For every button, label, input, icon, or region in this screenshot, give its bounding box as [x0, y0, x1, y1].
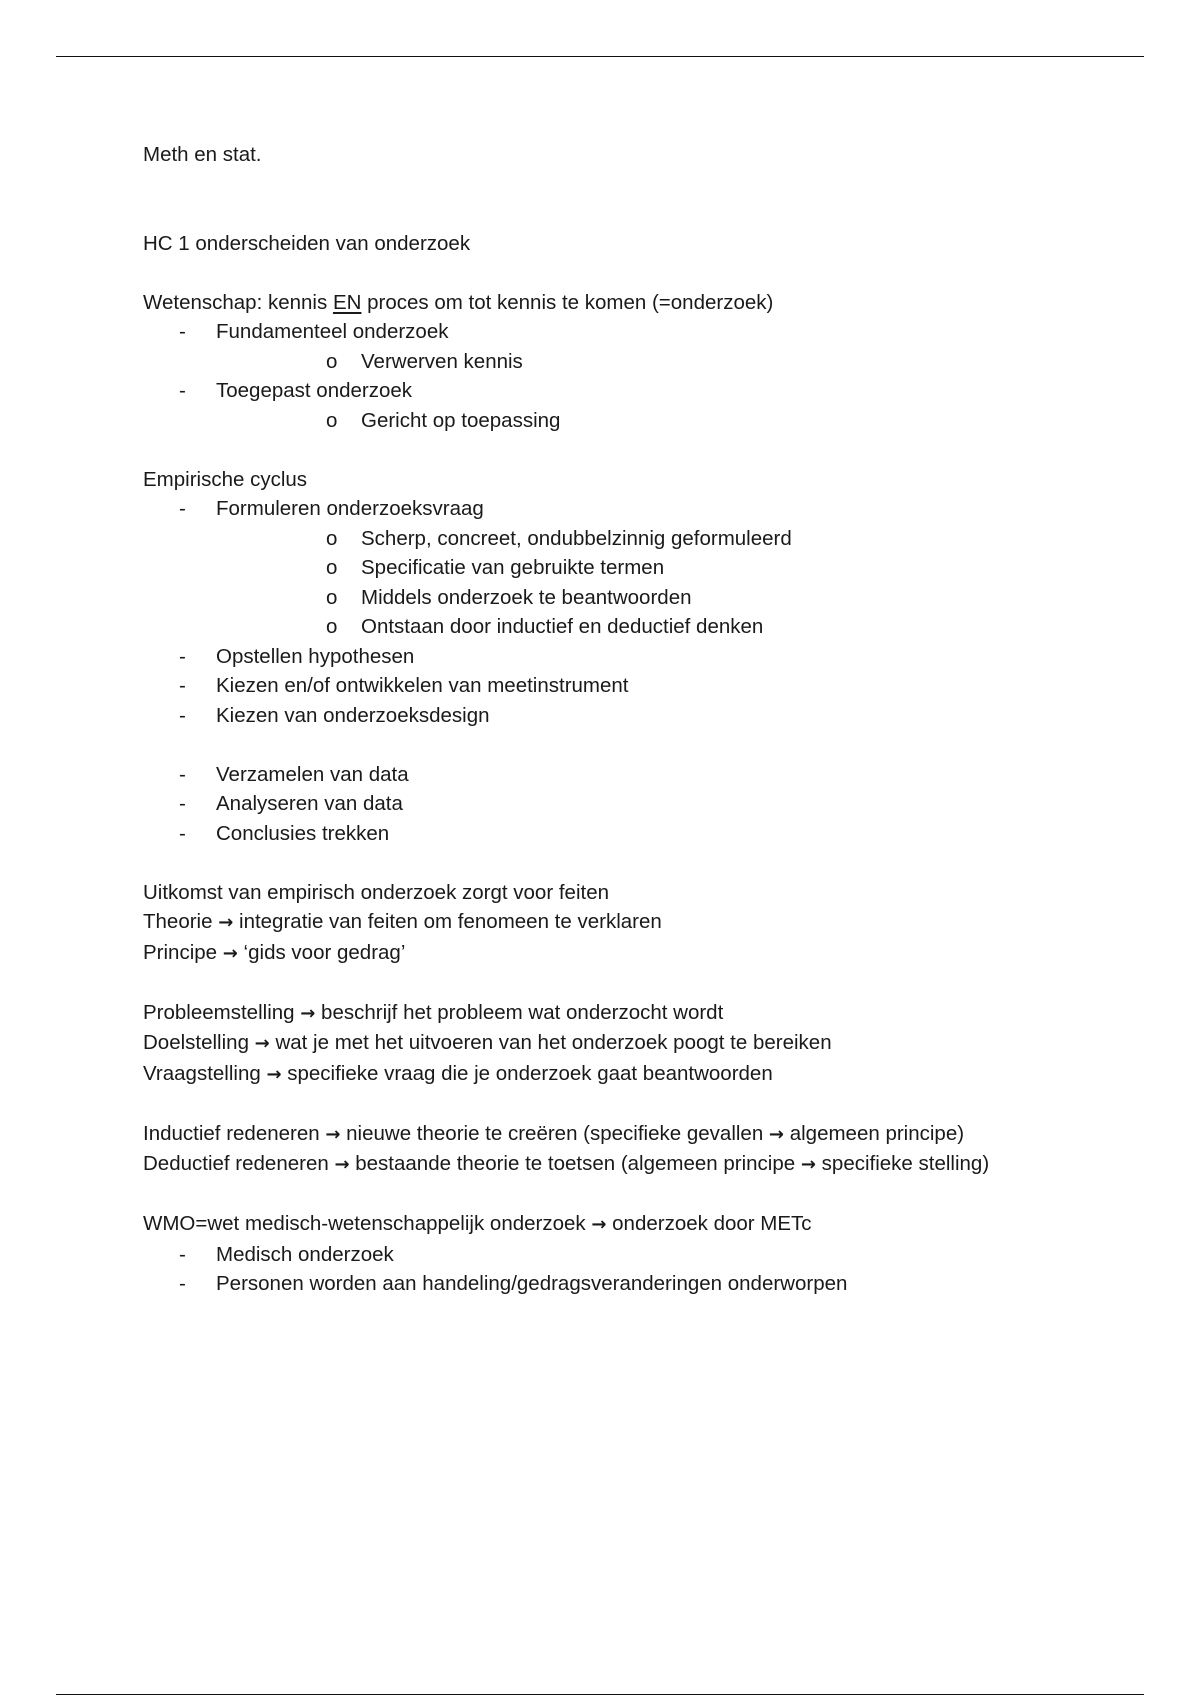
problem-statement-line: Probleemstelling → beschrijf het probleem wat onderzocht wordt — [143, 1000, 724, 1024]
dash-bullet: - — [179, 1242, 186, 1266]
header-rule — [56, 56, 1144, 57]
list-item: - Opstellen hypothesen — [143, 642, 1073, 672]
arrow-right-icon: → — [768, 1123, 785, 1145]
dash-bullet: - — [179, 644, 186, 668]
science-list — [143, 317, 1073, 435]
arrow-right-icon: → — [300, 1002, 316, 1024]
inductive-line: Inductief redeneren → nieuwe theorie te creëren (specifieke gevallen → algemeen principe) — [143, 1121, 965, 1145]
arrow-right-icon: → — [800, 1154, 816, 1175]
list-item: - Medisch onderzoek — [143, 1240, 1073, 1270]
dash-bullet: - — [179, 320, 186, 343]
dash-bullet: - — [179, 821, 186, 845]
arrow-right-icon: → — [222, 942, 238, 964]
dash-bullet: - — [179, 703, 186, 727]
arrow-right-icon: → — [591, 1214, 607, 1235]
science-definition: Wetenschap: kennis EN proces om tot kennis te komen (=onderzoek) — [143, 290, 774, 314]
dash-bullet: - — [179, 674, 186, 697]
wmo-line: WMO=wet medisch-wetenschappelijk onderzoek → onderzoek door METc — [143, 1212, 812, 1235]
dash-bullet: - — [179, 1272, 186, 1295]
facts-line: Uitkomst van empirisch onderzoek zorgt voor feiten — [143, 880, 610, 904]
circle-bullet: o — [326, 585, 338, 609]
dash-bullet: - — [179, 497, 186, 520]
dash-bullet: - — [179, 792, 186, 815]
sub-list-item: o Ontstaan door inductief en deductief denken — [216, 612, 1073, 642]
question-statement-line: Vraagstelling → specifieke vraag die je onderzoek gaat beantwoorden — [143, 1061, 773, 1085]
sub-list-item: o Gericht op toepassing — [216, 406, 1073, 436]
list-item: - Formuleren onderzoeksvraag o Scherp, concreet, ondubbelzinnig geformuleerd o Specificatie van gebruikte termen o Middels onderzoek te beantwoorden o Ontstaan door inductief en deductief denken — [143, 494, 1073, 642]
circle-bullet: o — [326, 526, 338, 550]
cycle-heading: Empirische cyclus — [143, 467, 308, 491]
principle-line: Principe → ‘gids voor gedrag’ — [143, 940, 406, 964]
footer-rule — [56, 1694, 1144, 1695]
circle-bullet: o — [326, 615, 338, 638]
emphasis-en: EN — [332, 290, 362, 314]
list-item: - Conclusies trekken — [143, 819, 1073, 849]
arrow-right-icon: → — [266, 1063, 282, 1085]
circle-bullet: o — [326, 556, 338, 579]
cycle-list-continued — [143, 760, 1073, 849]
document-body — [143, 140, 1073, 1299]
list-item: - Verzamelen van data — [143, 760, 1073, 790]
cycle-list — [143, 494, 1073, 730]
list-item: - Toegepast onderzoek o Gericht op toepassing — [143, 376, 1073, 435]
arrow-right-icon: → — [218, 912, 234, 933]
circle-bullet: o — [326, 408, 338, 432]
sub-list-item: o Specificatie van gebruikte termen — [216, 553, 1073, 583]
section-heading: HC 1 onderscheiden van onderzoek — [143, 231, 471, 255]
list-item: - Kiezen van onderzoeksdesign — [143, 701, 1073, 731]
circle-bullet: o — [326, 349, 338, 373]
list-item: - Kiezen en/of ontwikkelen van meetinstrument — [143, 671, 1073, 701]
dash-bullet: - — [179, 762, 186, 786]
list-item: - Analyseren van data — [143, 789, 1073, 819]
wmo-list — [143, 1240, 1073, 1299]
sub-list-item: o Middels onderzoek te beantwoorden — [216, 583, 1073, 613]
document-title: Meth en stat. — [143, 143, 262, 166]
goal-statement-line: Doelstelling → wat je met het uitvoeren van het onderzoek poogt te bereiken — [143, 1031, 832, 1054]
list-item: - Personen worden aan handeling/gedragsveranderingen onderworpen — [143, 1269, 1073, 1299]
sub-list-item: o Verwerven kennis — [216, 347, 1073, 377]
theory-line: Theorie → integratie van feiten om fenomeen te verklaren — [143, 910, 662, 933]
arrow-right-icon: → — [325, 1123, 341, 1145]
dash-bullet: - — [179, 379, 186, 402]
arrow-right-icon: → — [254, 1033, 270, 1054]
list-item: - Fundamenteel onderzoek o Verwerven kennis — [143, 317, 1073, 376]
arrow-right-icon: → — [334, 1154, 350, 1175]
deductive-line: Deductief redeneren → bestaande theorie te toetsen (algemeen principe → specifieke stelling) — [143, 1152, 990, 1175]
sub-list-item: o Scherp, concreet, ondubbelzinnig geformuleerd — [216, 524, 1073, 554]
